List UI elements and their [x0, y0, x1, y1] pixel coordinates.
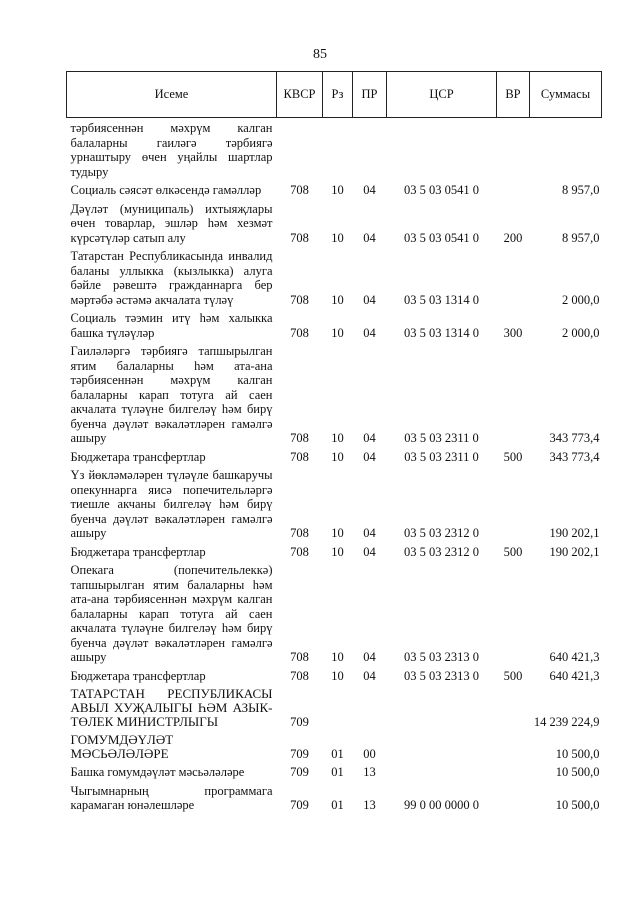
column-header-rz: Рз — [323, 72, 353, 118]
row-rz-cell: 10 — [331, 526, 344, 540]
row-name-cell: Опекага (попечительлеккә) тапшырылган ятим балаларны һәм ата-ана тәрбиясеннән мәхрүм калган балаларны карап тотуга ай саен акчалата түләүне билгеләү һәм бирү буенча дәүләт вәкаләтләрен гамәлгә ашыру — [70, 563, 273, 664]
row-name-cell: ГОМУМДӘҮЛӘТ МӘСЬӘЛӘЛӘРЕ — [70, 732, 174, 761]
row-vr-cell: 200 — [503, 230, 523, 245]
row-vr-cell — [497, 246, 530, 308]
row-sum-cell: 8 957,0 — [562, 230, 600, 245]
row-sum-cell — [530, 118, 602, 181]
table-row — [67, 341, 602, 447]
row-pr-cell: 04 — [363, 526, 376, 540]
row-kvsr-cell: 708 — [290, 544, 309, 559]
table-row — [67, 730, 602, 762]
table-row — [67, 308, 602, 341]
row-sum-cell: 10 500,0 — [555, 746, 600, 761]
row-pr-cell: 04 — [363, 449, 376, 464]
row-name-cell: Үз йөкләмәләрен түләүле башкаручы опекуннарга яисә попечительләргә тиешле акчаны билгеләү һәм бирү буенча дәүләт вәкаләтләрен гамәлгә ашыру — [70, 468, 273, 540]
row-csr-cell: 03 5 03 2313 0 — [404, 668, 479, 683]
table-row — [67, 180, 602, 199]
table-row — [67, 666, 602, 685]
column-header-sum: Суммасы — [530, 72, 602, 118]
row-sum-cell: 14 239 224,9 — [533, 714, 600, 729]
row-kvsr-cell: 708 — [290, 526, 309, 540]
row-kvsr-cell: 708 — [290, 668, 309, 683]
row-kvsr-cell: 709 — [290, 798, 309, 812]
row-kvsr-cell: 709 — [290, 746, 309, 761]
row-csr-cell — [387, 730, 497, 762]
row-sum-cell: 190 202,1 — [549, 526, 600, 540]
table-row — [67, 199, 602, 247]
row-vr-cell — [497, 684, 530, 730]
row-name-cell: Дәүләт (муниципаль) ихтыяҗлары өчен товарлар, эшләр һәм хезмәт күрсәтүләр сатып алу — [70, 201, 273, 245]
row-pr-cell: 00 — [363, 746, 376, 761]
table-row — [67, 118, 602, 181]
row-sum-cell: 10 500,0 — [555, 765, 600, 779]
row-kvsr-cell: 708 — [290, 431, 309, 445]
row-name-cell: тәрбиясеннән мәхрүм калган балаларны гаиләгә тәрбиягә урнаштыру өчен уңайлы шартлар тудыру — [70, 121, 273, 179]
table-row — [67, 684, 602, 730]
table-row — [67, 762, 602, 781]
row-rz-cell — [323, 118, 353, 181]
row-pr-cell: 04 — [363, 325, 376, 340]
row-vr-cell — [497, 341, 530, 447]
row-name-cell: Башка гомумдәүләт мәсьәләләре — [70, 765, 245, 779]
row-sum-cell: 2 000,0 — [562, 325, 600, 340]
row-pr-cell — [353, 118, 387, 181]
row-vr-cell — [497, 730, 530, 762]
row-name-cell: Бюджетара трансфертлар — [70, 449, 206, 464]
column-header-kvsr: КВСР — [277, 72, 323, 118]
table-row — [67, 560, 602, 666]
table-row — [67, 542, 602, 561]
row-pr-cell: 04 — [363, 650, 376, 664]
table-header — [67, 72, 602, 118]
row-vr-cell: 500 — [503, 668, 523, 683]
row-rz-cell: 01 — [331, 798, 344, 812]
table-row — [67, 447, 602, 466]
row-pr-cell: 04 — [363, 230, 376, 245]
row-csr-cell: 03 5 03 2312 0 — [404, 526, 479, 540]
row-name-cell: Гаиләләргә тәрбиягә тапшырылган ятим балаларны һәм ата-ана тәрбиясеннән мәхрүм калган балаларны карап тотуга ай саен акчалата түләүне билгеләү һәм бирү буенча дәүләт вәкаләтләрен гамәлгә ашыру — [70, 344, 273, 445]
row-name-cell: ТАТАРСТАН РЕСПУБЛИКАСЫ АВЫЛ ХУҖАЛЫГЫ ҺӘМ АЗЫК-ТӨЛЕК МИНИСТРЛЫГЫ — [70, 686, 273, 729]
row-name-cell: Татарстан Республикасында инвалид баланы уллыкка (кызлыкка) алуга бәйле рәвештә гражданнарга бер мәртәбә әстәмә акчалата түләү — [70, 249, 273, 307]
row-sum-cell: 190 202,1 — [549, 544, 600, 559]
row-csr-cell — [387, 118, 497, 181]
row-rz-cell: 01 — [331, 765, 344, 779]
row-kvsr-cell: 708 — [290, 650, 309, 664]
row-vr-cell: 300 — [503, 325, 523, 340]
row-vr-cell — [497, 180, 530, 199]
row-pr-cell — [353, 684, 387, 730]
table-row — [67, 465, 602, 542]
row-rz-cell: 10 — [331, 431, 344, 445]
row-kvsr-cell — [277, 118, 323, 181]
row-kvsr-cell: 708 — [290, 449, 309, 464]
row-sum-cell: 343 773,4 — [549, 431, 600, 445]
row-kvsr-cell: 709 — [290, 765, 309, 779]
row-sum-cell: 2 000,0 — [562, 292, 600, 307]
row-rz-cell: 10 — [331, 230, 344, 245]
row-sum-cell: 10 500,0 — [555, 798, 600, 812]
row-pr-cell: 04 — [363, 431, 376, 445]
row-pr-cell: 04 — [363, 292, 376, 307]
row-name-cell: Бюджетара трансфертлар — [70, 544, 206, 559]
row-csr-cell — [387, 684, 497, 730]
row-sum-cell: 343 773,4 — [549, 449, 600, 464]
row-pr-cell: 13 — [363, 798, 376, 812]
row-rz-cell — [323, 684, 353, 730]
page-number: 85 — [313, 47, 327, 62]
table-row — [67, 246, 602, 308]
row-kvsr-cell: 708 — [290, 292, 309, 307]
row-csr-cell: 03 5 03 2312 0 — [404, 544, 479, 559]
row-rz-cell: 10 — [331, 650, 344, 664]
column-header-name: Исеме — [67, 72, 277, 118]
row-rz-cell: 10 — [331, 183, 344, 197]
row-pr-cell: 13 — [363, 765, 376, 779]
row-vr-cell — [497, 118, 530, 181]
column-header-pr: ПР — [353, 72, 387, 118]
row-sum-cell: 640 421,3 — [549, 668, 600, 683]
row-pr-cell: 04 — [363, 183, 376, 197]
row-sum-cell: 8 957,0 — [562, 183, 600, 197]
row-vr-cell: 500 — [503, 449, 523, 464]
row-csr-cell: 03 5 03 2311 0 — [404, 431, 479, 445]
table-body — [67, 118, 602, 814]
row-kvsr-cell: 708 — [290, 230, 309, 245]
row-rz-cell: 10 — [331, 449, 344, 464]
table-row — [67, 781, 602, 814]
row-csr-cell: 03 5 03 1314 0 — [404, 325, 479, 340]
row-vr-cell — [497, 762, 530, 781]
column-header-vr: ВР — [497, 72, 530, 118]
row-csr-cell: 03 5 03 0541 0 — [404, 230, 479, 245]
row-pr-cell: 04 — [363, 668, 376, 683]
row-rz-cell: 01 — [331, 746, 344, 761]
row-kvsr-cell: 708 — [290, 183, 309, 197]
row-rz-cell: 10 — [331, 544, 344, 559]
row-kvsr-cell: 709 — [290, 714, 309, 729]
row-name-cell: Социаль тәэмин итү һәм халыкка башка түләүләр — [70, 311, 273, 340]
row-csr-cell: 03 5 03 0541 0 — [404, 183, 479, 197]
row-kvsr-cell: 708 — [290, 325, 309, 340]
row-vr-cell — [497, 560, 530, 666]
row-name-cell: Бюджетара трансфертлар — [70, 668, 206, 683]
row-name-cell: Социаль сәясәт өлкәсендә гамәлләр — [70, 183, 262, 197]
row-csr-cell: 03 5 03 2313 0 — [404, 650, 479, 664]
row-pr-cell: 04 — [363, 544, 376, 559]
row-vr-cell — [497, 781, 530, 814]
row-csr-cell: 99 0 00 0000 0 — [404, 798, 479, 812]
row-vr-cell — [497, 465, 530, 542]
column-header-csr: ЦСР — [387, 72, 497, 118]
row-rz-cell: 10 — [331, 325, 344, 340]
row-rz-cell: 10 — [331, 292, 344, 307]
row-csr-cell: 03 5 03 2311 0 — [404, 449, 479, 464]
row-rz-cell: 10 — [331, 668, 344, 683]
row-name-cell: Чыгымнарның программага карамаган юнәлешләре — [70, 783, 273, 812]
row-vr-cell: 500 — [503, 544, 523, 559]
row-sum-cell: 640 421,3 — [549, 650, 600, 664]
budget-table — [66, 71, 602, 814]
row-csr-cell — [387, 762, 497, 781]
row-csr-cell: 03 5 03 1314 0 — [404, 292, 479, 307]
